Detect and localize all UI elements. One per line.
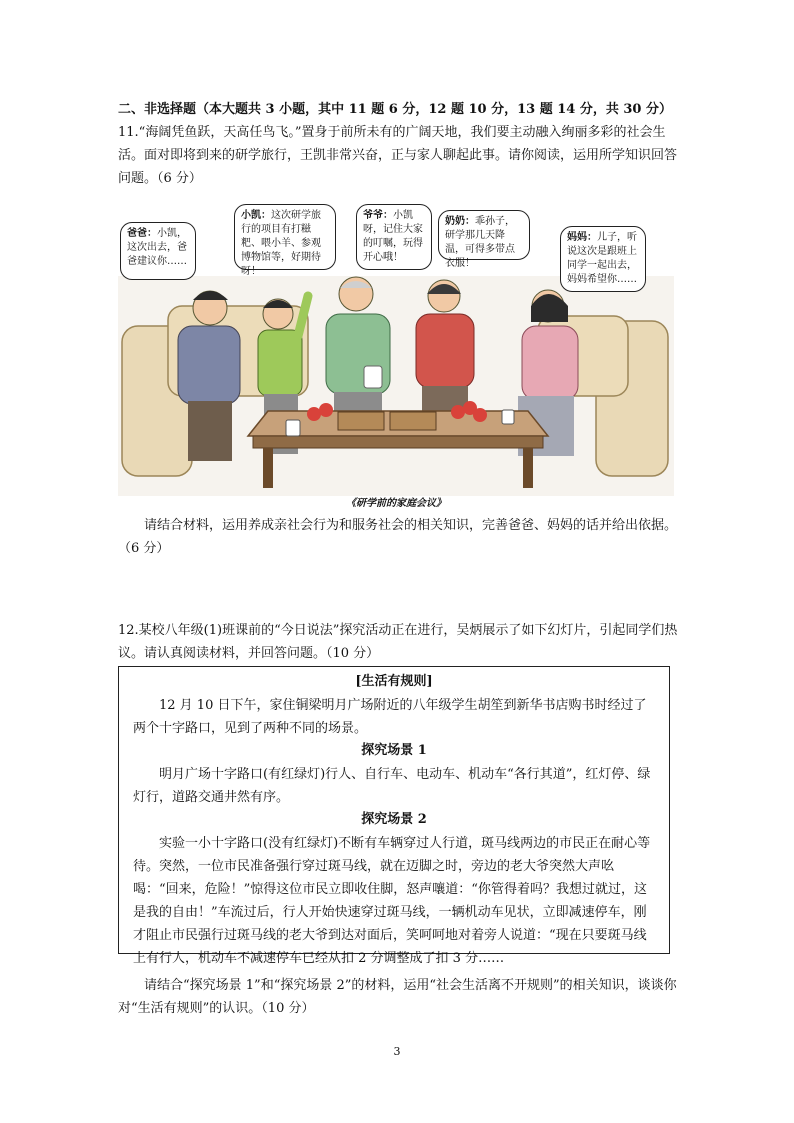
scene2-title: 探究场景 2 [361,812,427,827]
dad-text: 小凯，这次出去，爸爸建议你…… [127,228,187,267]
kai-label: 小凯： [241,210,271,221]
illustration-caption: 《研学前的家庭会议》 [346,498,446,509]
mom-speech-bubble [560,226,646,292]
q12-intro: 12.某校八年级(1)班课前的“今日说法”探究活动正在进行，吴炳展示了如下幻灯片，引起同学们热议。请认真阅读材料，并回答问题。（10 分） [118,623,678,661]
mom-text: 儿子，听说这次是跟班上同学一起出去，妈妈希望你…… [567,232,637,285]
q11-intro: 11.“海阔凭鱼跃，天高任鸟飞。”置身于前所未有的广阔天地，我们要主动融入绚丽多彩的社会生活。面对即将到来的研学旅行，王凯非常兴奋，正与家人聊起此事。请你阅读，运用所学知识回答问题。（6 分） [118,125,678,186]
kai-text: 这次研学旅行的项目有打糍粑、喂小羊、参观博物馆等，好期待呀！ [241,210,321,277]
dad-label: 爸爸： [127,228,157,239]
page-number: 3 [393,1045,401,1058]
scene1-title: 探究场景 1 [361,743,427,758]
box-title: [生活有规则] [355,674,433,689]
grandpa-text: 小凯呀，记住大家的叮嘱，玩得开心哦！ [363,210,423,263]
box-paragraph-intro: 12 月 10 日下午，家住铜梁明月广场附近的八年级学生胡笙到新华书店购书时经过了两个十字路口，见到了两种不同的场景。 [133,698,647,736]
material-box [118,666,670,966]
mom-label: 妈妈： [567,232,597,243]
scene1-text: 明月广场十字路口(有红绿灯)行人、自行车、电动车、机动车“各行其道”，红灯停、绿灯行，道路交通井然有序。 [133,767,651,805]
grandpa-label: 爷爷： [363,210,393,221]
grandpa-speech-bubble [356,204,432,270]
family-meeting-illustration [118,196,674,516]
section-heading: 二、非选择题（本大题共 3 小题，其中 11 题 6 分，12 题 10 分，13 题 14 分，共 30 分） [118,102,672,117]
grandma-text: 乖孙子，研学那几天降温，可得多带点衣服！ [445,216,515,269]
kai-speech-bubble [234,204,336,277]
dad-speech-bubble [120,222,196,280]
q11-question: 请结合材料，运用养成亲社会行为和服务社会的相关知识，完善爸爸、妈妈的话并给出依据。（6 分） [118,518,678,556]
scene2-text: 实验一小十字路口(没有红绿灯)不断有车辆穿过人行道，斑马线两边的市民正在耐心等待。突然，一位市民准备强行穿过斑马线，就在迈脚之时，旁边的老大爷突然大声吆喝：“回来，危险！”惊得这位市民立即收住脚，怒声嚷道：“你管得着吗？我想过就过，这是我的自由！”车流过后，行人开始快速穿过斑马线，一辆机动车见状，立即减速停车，刚才阻止市民强行过斑马线的老大爷到达对面后，笑呵呵地对着旁人说道：“现在只要斑马线上有行人，机动车不减速停车已经从扣 2 分调整成了扣 3 分…… [133,836,651,966]
q12-question: 请结合“探究场景 1”和“探究场景 2”的材料，运用“社会生活离不开规则”的相关知识，谈谈你对“生活有规则”的认识。（10 分） [118,978,677,1016]
grandma-label: 奶奶： [445,216,475,227]
grandma-speech-bubble [438,210,530,269]
